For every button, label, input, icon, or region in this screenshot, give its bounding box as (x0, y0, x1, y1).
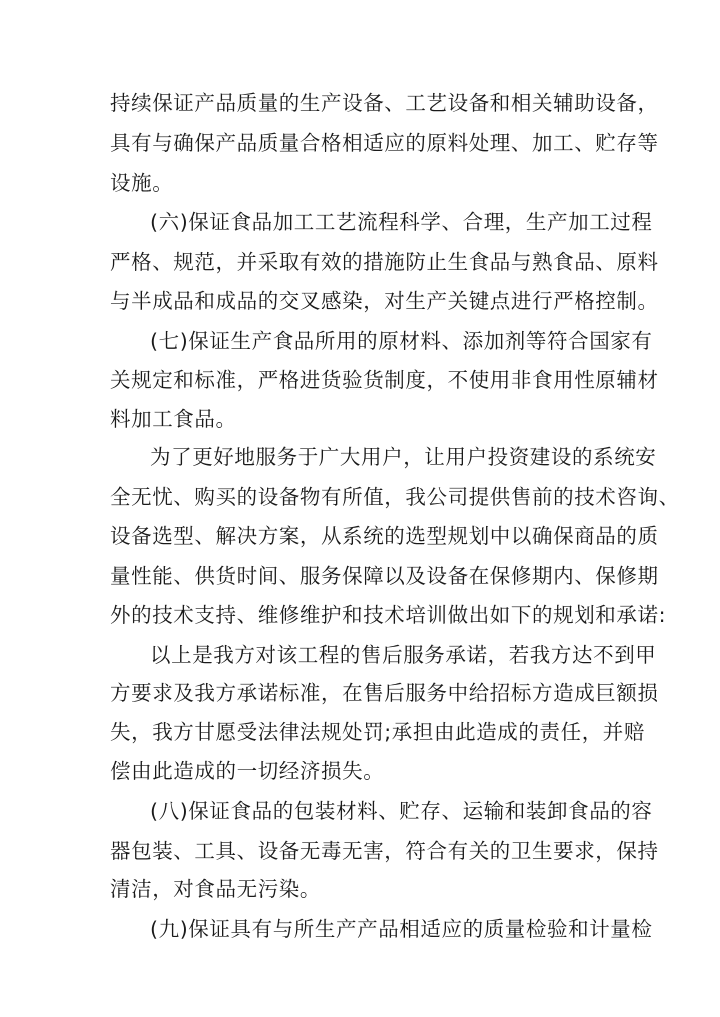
text-line: 方要求及我方承诺标准，在售后服务中给招标方造成巨额损 (110, 681, 659, 705)
paragraph-6-start: (六)保证食品加工工艺流程科学、合理，生产加工过程 (150, 210, 653, 234)
text-line: 偿由此造成的一切经济损失。 (110, 759, 385, 783)
service-paragraph-start: 为了更好地服务于广大用户，让用户投资建设的系统安 (150, 445, 657, 469)
text-line: 与半成品和成品的交叉感染，对生产关键点进行严格控制。 (110, 289, 659, 313)
text-line: 量性能、供货时间、服务保障以及设备在保修期内、保修期 (110, 564, 659, 588)
paragraph-8-start: (八)保证食品的包装材料、贮存、运输和装卸食品的容 (150, 799, 653, 823)
text-line: 设备选型、解决方案，从系统的选型规划中以确保商品的质 (110, 524, 659, 548)
text-line: 失，我方甘愿受法律法规处罚;承担由此造成的责任，并赔 (110, 720, 646, 744)
text-line: 设施。 (110, 171, 174, 195)
commitment-paragraph-start: 以上是我方对该工程的售后服务承诺，若我方达不到甲 (150, 643, 657, 667)
text-line: 关规定和标准，严格进货验货制度，不使用非食用性原辅材 (110, 368, 659, 392)
paragraph-9-start: (九)保证具有与所生产产品相适应的质量检验和计量检 (150, 917, 653, 941)
text-line: 器包装、工具、设备无毒无害，符合有关的卫生要求，保持 (110, 839, 659, 863)
text-line: 清洁，对食品无污染。 (110, 877, 321, 901)
text-line: 全无忧、购买的设备物有所值，我公司提供售前的技术咨询、 (110, 485, 680, 509)
text-line: 具有与确保产品质量合格相适应的原料处理、加工、贮存等 (110, 131, 659, 155)
text-line: 严格、规范，并采取有效的措施防止生食品与熟食品、原料 (110, 250, 659, 274)
text-line: 外的技术支持、维修维护和技术培训做出如下的规划和承诺: (110, 603, 667, 627)
paragraph-7-start: (七)保证生产食品所用的原材料、添加剂等符合国家有 (150, 329, 653, 353)
text-line: 持续保证产品质量的生产设备、工艺设备和相关辅助设备， (110, 91, 659, 115)
text-line: 料加工食品。 (110, 407, 237, 431)
